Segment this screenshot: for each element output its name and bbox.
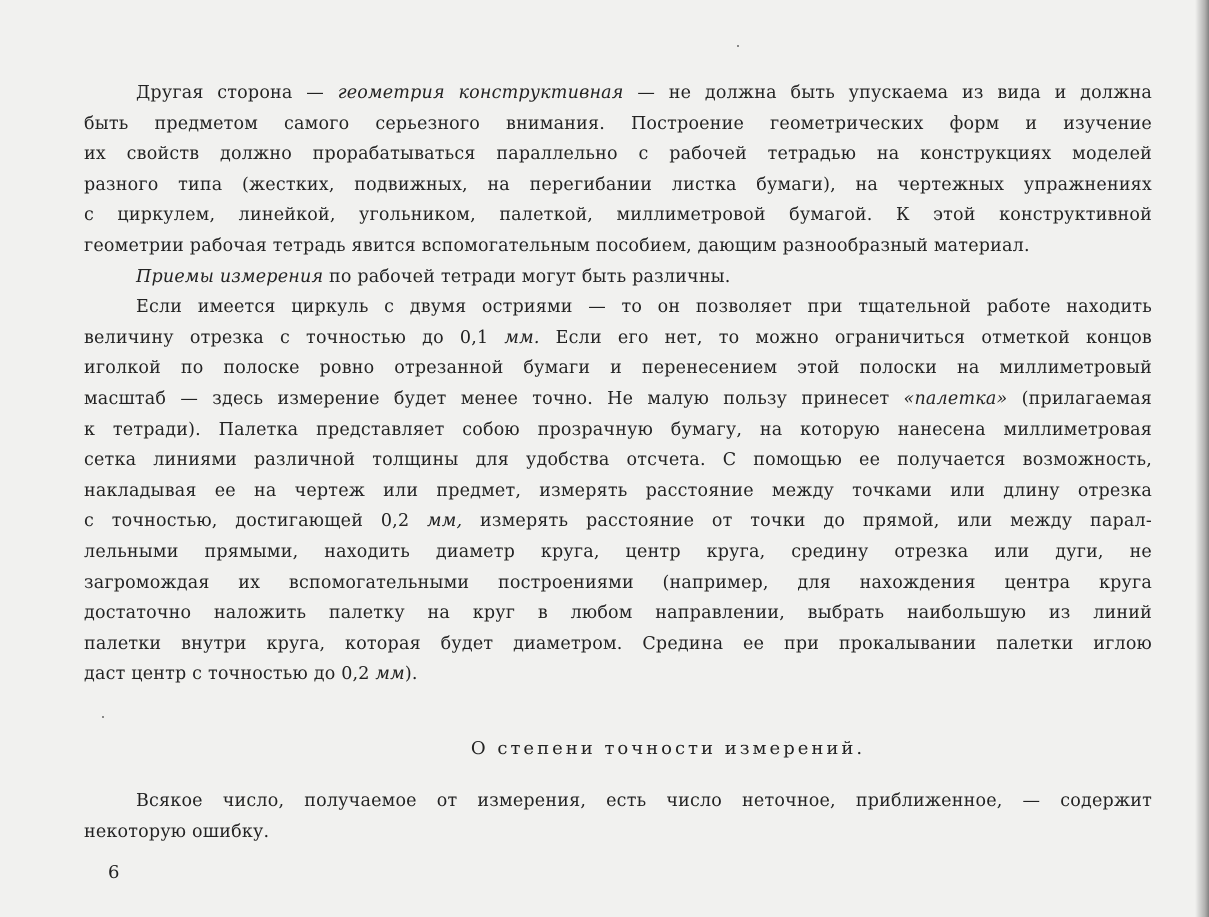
italic-term: мм. bbox=[504, 327, 540, 348]
text-line: Если имеется циркуль с двумя остриями — то он позволяет при тщательной работе находить bbox=[136, 297, 1152, 318]
text-line: некоторую ошибку. bbox=[84, 821, 270, 842]
text-line: Другая сторона — геометрия конструктивная — не должна быть упускаема из вида и должна bbox=[136, 83, 1153, 103]
text-line: Приемы измерения по рабочей тетради могут быть различны. bbox=[136, 266, 731, 287]
scan-edge-shadow bbox=[1195, 0, 1209, 917]
closing-paragraph bbox=[84, 786, 1152, 847]
text-line: быть предметом самого серьезного внимания. Построение геометрических форм и изучение bbox=[84, 113, 1152, 134]
main-text bbox=[84, 78, 1152, 690]
text-line: палетки внутри круга, которая будет диаметром. Средина ее при прокалывании палетки иглою bbox=[84, 633, 1152, 654]
text-line: накладывая ее на чертеж или предмет, измерять расстояние между точками или длину отрезка bbox=[84, 480, 1152, 501]
italic-term: мм bbox=[375, 664, 405, 685]
section-heading: О степени точности измерений. bbox=[470, 738, 866, 759]
closing-paragraph bbox=[84, 786, 1152, 847]
text-line: масштаб — здесь измерение будет менее точно. Не малую пользу принесет «палетка» (прилагаемая bbox=[84, 388, 1152, 409]
scan-speck bbox=[737, 45, 739, 47]
text-line: геометрии рабочая тетрадь явится вспомогательным пособием, дающим разнообразный материал. bbox=[84, 235, 1030, 256]
text-line: лельными прямыми, находить диаметр круга, центр круга, средину отрезка или дуги, не bbox=[84, 541, 1152, 562]
text-line: сетка линиями различной толщины для удобства отсчета. С помощью ее получается возможность, bbox=[84, 450, 1152, 471]
page-number: 6 bbox=[108, 862, 120, 883]
text-line: с точностью, достигающей 0,2 мм, измерять расстояние от точки до прямой, или между парал- bbox=[84, 511, 1152, 532]
italic-term: Приемы измерения bbox=[136, 266, 324, 287]
text-line: к тетради). Палетка представляет собою прозрачную бумагу, на которую нанесена миллиметровая bbox=[84, 419, 1152, 440]
text-line: иголкой по полоске ровно отрезанной бумаги и перенесением этой полоски на миллиметровый bbox=[84, 358, 1152, 379]
text-line: величину отрезка с точностью до 0,1 мм. Если его нет, то можно ограничиться отметкой концов bbox=[84, 327, 1152, 348]
italic-term: геометрия конструктивная bbox=[337, 83, 624, 103]
text-line: разного типа (жестких, подвижных, на перегибании листка бумаги), на чертежных упражнениях bbox=[84, 174, 1152, 195]
text-line: Всякое число, получаемое от измерения, есть число неточное, приближенное, — содержит bbox=[136, 791, 1152, 811]
body-paragraph bbox=[84, 78, 1152, 262]
text-line: загромождая их вспомогательными построениями (например, для нахождения центра круга bbox=[84, 572, 1152, 593]
page-body bbox=[84, 78, 1153, 842]
italic-term: мм, bbox=[427, 511, 463, 532]
scan-speck bbox=[102, 716, 104, 718]
text-line: достаточно наложить палетку на круг в любом направлении, выбрать наибольшую из линий bbox=[84, 603, 1152, 624]
text-line: с циркулем, линейкой, угольником, палеткой, миллиметровой бумагой. К этой конструктивной bbox=[84, 205, 1152, 226]
text-line: их свойств должно прорабатываться параллельно с рабочей тетрадью на конструкциях моделей bbox=[84, 144, 1152, 165]
body-paragraph bbox=[84, 292, 1152, 690]
italic-term: «палетка» bbox=[903, 388, 1008, 409]
text-line: даст центр с точностью до 0,2 мм). bbox=[84, 664, 418, 685]
body-paragraph bbox=[84, 262, 1152, 293]
